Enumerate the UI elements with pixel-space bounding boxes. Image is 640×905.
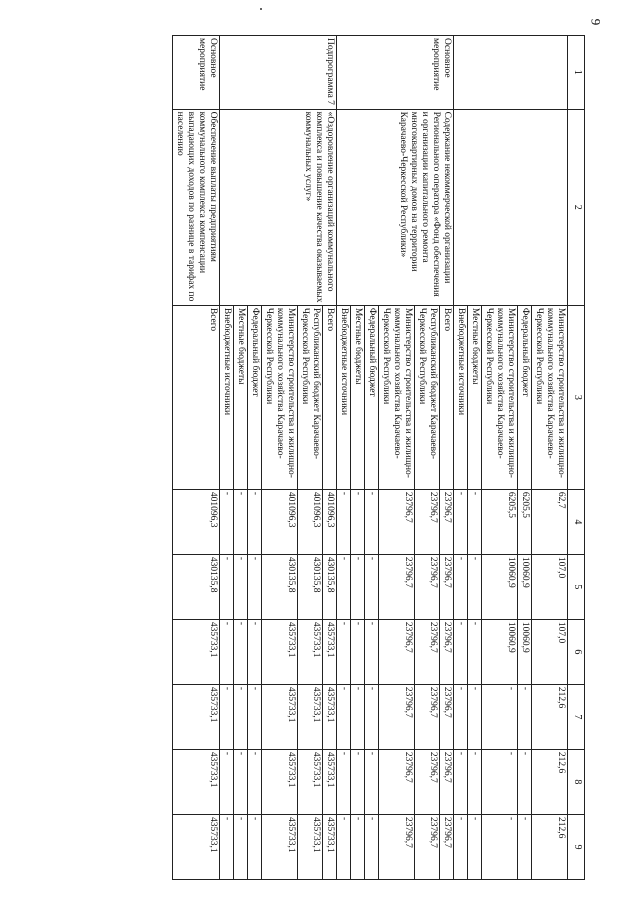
amount-cell: 23796,7 <box>440 619 454 684</box>
column-header: 5 <box>568 554 585 619</box>
amount-cell: 435733,1 <box>262 684 298 749</box>
amount-cell: - <box>351 619 365 684</box>
funding-source-cell: Местные бюджеты <box>468 305 482 489</box>
column-header: 7 <box>568 684 585 749</box>
amount-cell: - <box>365 489 379 554</box>
amount-cell: 435733,1 <box>323 619 337 684</box>
amount-cell: - <box>234 554 248 619</box>
amount-cell: - <box>468 489 482 554</box>
amount-cell: 401096,3 <box>262 489 298 554</box>
amount-cell: 435733,1 <box>323 814 337 879</box>
amount-cell: 430135,8 <box>262 554 298 619</box>
funding-source-cell: Министерство строительства и жилищно-коммунального хозяйства Карачаево-Черкесской Республики <box>532 305 568 489</box>
amount-cell: - <box>518 749 532 814</box>
funding-source-cell: Всего <box>173 305 220 489</box>
item-type-cell: Подпрограмма 7 <box>220 36 337 110</box>
item-name-cell: Содержание некоммерческой организации Регионального оператора «Фонд обеспечения и организации капитального ремонта многоквартирных домов на территории Карачаево-Черкесской Республики» <box>337 109 454 305</box>
amount-cell: 435733,1 <box>298 684 323 749</box>
amount-cell: - <box>351 684 365 749</box>
funding-source-cell: Федеральный бюджет <box>365 305 379 489</box>
amount-cell: 23796,7 <box>415 489 440 554</box>
amount-cell: 23796,7 <box>379 489 415 554</box>
funding-source-cell: Всего <box>440 305 454 489</box>
amount-cell: 435733,1 <box>173 814 220 879</box>
column-header: 3 <box>568 305 585 489</box>
table-row <box>173 36 220 880</box>
item-name-cell: «Оздоровление организаций коммунального комплекса и повышение качества оказываемых коммунальных услуг» <box>220 109 337 305</box>
funding-source-cell: Министерство строительства и жилищно-коммунального хозяйства Карачаево-Черкесской Республики <box>379 305 415 489</box>
amount-cell: - <box>351 554 365 619</box>
amount-cell: - <box>220 814 234 879</box>
amount-cell: - <box>234 489 248 554</box>
amount-cell: 6205,5 <box>482 489 518 554</box>
funding-source-cell: Министерство строительства и жилищно-коммунального хозяйства Карачаево-Черкесской Республики <box>482 305 518 489</box>
amount-cell: 23796,7 <box>440 814 454 879</box>
amount-cell: - <box>468 814 482 879</box>
amount-cell: 23796,7 <box>440 749 454 814</box>
item-type-cell: Основное мероприятие <box>337 36 454 110</box>
amount-cell: 23796,7 <box>415 749 440 814</box>
amount-cell: - <box>337 749 351 814</box>
amount-cell: 212,6 <box>532 814 568 879</box>
amount-cell: - <box>365 684 379 749</box>
amount-cell: 435733,1 <box>323 749 337 814</box>
amount-cell: - <box>220 684 234 749</box>
amount-cell: - <box>220 489 234 554</box>
amount-cell: 401096,3 <box>173 489 220 554</box>
amount-cell: 435733,1 <box>323 684 337 749</box>
amount-cell: - <box>234 619 248 684</box>
amount-cell: 10060,9 <box>518 554 532 619</box>
rotated-page <box>67 35 585 880</box>
column-header: 2 <box>568 109 585 305</box>
amount-cell: 6205,5 <box>518 489 532 554</box>
amount-cell: - <box>220 554 234 619</box>
scan-speck <box>260 8 262 10</box>
amount-cell: 401096,3 <box>298 489 323 554</box>
funding-source-cell: Республиканский бюджет Карачаево-Черкесской Республики <box>298 305 323 489</box>
amount-cell: - <box>468 684 482 749</box>
amount-cell: - <box>468 619 482 684</box>
amount-cell: 107,0 <box>532 554 568 619</box>
amount-cell: 435733,1 <box>173 684 220 749</box>
amount-cell: 435733,1 <box>298 619 323 684</box>
amount-cell: - <box>337 619 351 684</box>
amount-cell: - <box>337 684 351 749</box>
funding-source-cell: Местные бюджеты <box>234 305 248 489</box>
item-name-cell: Обеспечение выплаты предприятиям коммунального комплекса компенсации выпадающих доходов по разнице в тарифах по населению <box>173 109 220 305</box>
funding-source-cell: Внебюджетные источники <box>220 305 234 489</box>
amount-cell: - <box>454 814 468 879</box>
amount-cell: - <box>454 489 468 554</box>
amount-cell: 23796,7 <box>379 814 415 879</box>
amount-cell: - <box>454 554 468 619</box>
funding-source-cell: Всего <box>323 305 337 489</box>
column-header: 9 <box>568 814 585 879</box>
amount-cell: - <box>234 749 248 814</box>
amount-cell: - <box>234 814 248 879</box>
column-header: 4 <box>568 489 585 554</box>
table-row <box>532 36 568 880</box>
amount-cell: - <box>365 619 379 684</box>
amount-cell: 10060,9 <box>482 554 518 619</box>
amount-cell: 435733,1 <box>298 814 323 879</box>
header-row <box>568 36 585 880</box>
amount-cell: - <box>454 619 468 684</box>
amount-cell: - <box>248 554 262 619</box>
amount-cell: 23796,7 <box>379 684 415 749</box>
amount-cell: 401096,3 <box>323 489 337 554</box>
amount-cell: 23796,7 <box>415 684 440 749</box>
amount-cell: - <box>351 749 365 814</box>
amount-cell: - <box>248 749 262 814</box>
amount-cell: 430135,8 <box>298 554 323 619</box>
item-name-cell <box>454 109 568 305</box>
table-body <box>173 36 568 880</box>
amount-cell: - <box>365 749 379 814</box>
amount-cell: - <box>468 554 482 619</box>
amount-cell: - <box>248 814 262 879</box>
amount-cell: 23796,7 <box>379 619 415 684</box>
amount-cell: 23796,7 <box>415 814 440 879</box>
column-header: 1 <box>568 36 585 110</box>
amount-cell: 430135,8 <box>173 554 220 619</box>
amount-cell: - <box>365 554 379 619</box>
amount-cell: - <box>337 489 351 554</box>
amount-cell: 62,7 <box>532 489 568 554</box>
table-row <box>440 36 454 880</box>
amount-cell: 435733,1 <box>298 749 323 814</box>
amount-cell: 435733,1 <box>262 749 298 814</box>
amount-cell: 212,6 <box>532 684 568 749</box>
amount-cell: 435733,1 <box>262 619 298 684</box>
column-header: 8 <box>568 749 585 814</box>
item-type-cell <box>454 36 568 110</box>
amount-cell: 435733,1 <box>262 814 298 879</box>
amount-cell: - <box>482 814 518 879</box>
amount-cell: - <box>454 684 468 749</box>
amount-cell: 23796,7 <box>379 749 415 814</box>
table-row <box>323 36 337 880</box>
amount-cell: - <box>518 814 532 879</box>
amount-cell: - <box>337 554 351 619</box>
amount-cell: - <box>351 814 365 879</box>
amount-cell: - <box>468 749 482 814</box>
amount-cell: - <box>482 684 518 749</box>
funding-source-cell: Республиканский бюджет Карачаево-Черкесской Республики <box>415 305 440 489</box>
funding-source-cell: Внебюджетные источники <box>454 305 468 489</box>
column-header: 6 <box>568 619 585 684</box>
amount-cell: 10060,9 <box>518 619 532 684</box>
amount-cell: 435733,1 <box>173 749 220 814</box>
amount-cell: - <box>351 489 365 554</box>
amount-cell: - <box>220 749 234 814</box>
amount-cell: 23796,7 <box>415 554 440 619</box>
amount-cell: 10060,9 <box>482 619 518 684</box>
budget-table <box>172 35 585 880</box>
amount-cell: 107,0 <box>532 619 568 684</box>
page-number: 9 <box>588 18 604 26</box>
amount-cell: 23796,7 <box>379 554 415 619</box>
funding-source-cell: Федеральный бюджет <box>518 305 532 489</box>
amount-cell: - <box>248 684 262 749</box>
amount-cell: - <box>234 684 248 749</box>
amount-cell: 23796,7 <box>415 619 440 684</box>
amount-cell: - <box>454 749 468 814</box>
amount-cell: 430135,8 <box>323 554 337 619</box>
amount-cell: - <box>248 489 262 554</box>
amount-cell: - <box>518 684 532 749</box>
item-type-cell: Основное мероприятие <box>173 36 220 110</box>
amount-cell: 23796,7 <box>440 489 454 554</box>
amount-cell: - <box>482 749 518 814</box>
amount-cell: 23796,7 <box>440 684 454 749</box>
funding-source-cell: Федеральный бюджет <box>248 305 262 489</box>
funding-source-cell: Местные бюджеты <box>351 305 365 489</box>
amount-cell: - <box>337 814 351 879</box>
funding-source-cell: Министерство строительства и жилищно-коммунального хозяйства Карачаево-Черкесской Республики <box>262 305 298 489</box>
amount-cell: - <box>365 814 379 879</box>
amount-cell: - <box>248 619 262 684</box>
amount-cell: - <box>220 619 234 684</box>
funding-source-cell: Внебюджетные источники <box>337 305 351 489</box>
amount-cell: 23796,7 <box>440 554 454 619</box>
amount-cell: 212,6 <box>532 749 568 814</box>
amount-cell: 435733,1 <box>173 619 220 684</box>
